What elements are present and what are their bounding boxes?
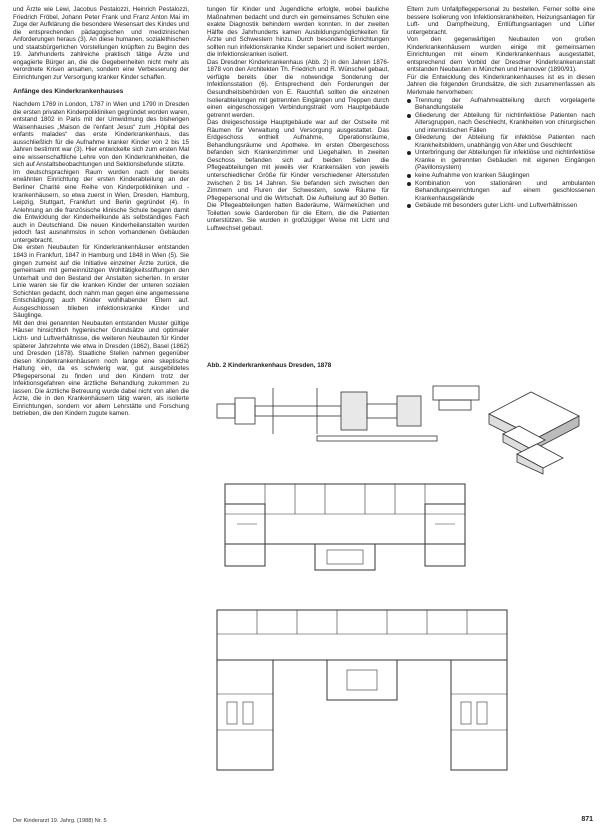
list-item: Gebäude mit besonders guter Licht- und Luftverhältnissen — [407, 202, 595, 210]
paragraph: Mit den drei genannten Neubauten entstanden Muster gültige Häuser hinsichtlich hygienischer Grundsätze und optimaler Licht- und Luftverhältnisse, die weiteren Neubauten für Kinder späterer Jahrzehnte wie etwa in Dresden (1862), Basel (1862) und Dresden (1878). Staatliche Stellen nahmen gegenüber diesen Kinderkrankenhäusern noch lange eine skeptische Haltung ein, da es schwierig war, gut ausgebildetes Pflegepersonal zu finden und den Kindern trotz der Infektionsgefahren eine ärztliche Behandlung zukommen zu lassen. Die ärztliche Betreuung wurde dabei nicht von allen die Ärzte, die in den Krankenhäusern tätig waren, als isolierte Einrichtungen, sondern vor allem Lehrstätte und Forschung betrieben, die den Kindern zugute kamen. — [13, 319, 189, 418]
paragraph: Die ersten Neubauten für Kinderkrankenhäuser entstanden 1843 in Frankfurt, 1847 in Hamburg und 1848 in Wien (5). Sie gingen zumeist auf die Initiative einzelner Ärzte zurück, die gemeinsam mit gemeinnützigen Wohltätigkeitsstiftungen den Unterhalt und den Bestand der Anstalten sicherten. In erster Linie waren sie für die kranken Kinder der unteren sozialen Schichten gedacht, doch nahm man gegen eine angemessene Entschädigung auch Kinder wohlhabender Eltern auf. Ausgeschlossen blieben infektionskranke Kinder und Säuglinge. — [13, 244, 189, 320]
ground-floor-plan-drawing — [217, 610, 507, 770]
list-item: Unterbringung der Abteilungen für infektiöse und nichtinfektiöse Kranke in getrennten Gebäuden mit eigenen Eingängen (Pavillonsystem) — [407, 149, 595, 172]
list-item: Gliederung der Abteilung für infektiöse Patienten nach Krankheitsbildern, unabhängig von Alter und Geschlecht — [407, 134, 595, 149]
page-number: 871 — [581, 816, 593, 823]
list-item: keine Aufnahme von kranken Säuglingen — [407, 172, 595, 180]
text-column-3 — [407, 6, 595, 210]
bullet-list — [407, 97, 595, 210]
figure-caption: Abb. 2 Kinderkrankenhaus Dresden, 1878 — [207, 362, 332, 369]
paragraph: Eltern zum Unfallpflegepersonal zu bestellen. Ferner sollte eine bessere Isolierung von Infektionskrankheiten, Heizungsanlagen für Luft- und Dampfheizung, Entlüftungsanlagen und Lüfter untergebracht. — [407, 6, 595, 36]
text-column-1 — [13, 6, 189, 418]
paragraph: Von den gegenwärtigen Neubauten von großen Kinderkrankenhäusern wurden einige mit gemeinsamen Einrichtungen mit einem Kinderkrankenhaus ausgestattet, entsprechend dem Vorbild der Dresdner Kinderkrankenanstalt entstanden Neubauten in München und Hannover (1890/91). — [407, 36, 595, 74]
list-item: Trennung der Aufnahmeabteilung durch vorgelagerte Behandlungsteile — [407, 97, 595, 112]
floor-plan-figure — [207, 374, 591, 812]
paragraph: Für die Entwicklung des Kinderkrankenhauses ist es in diesen Jahren die folgenden Grundsätze, die sich zusammenfassen als Merkmale hervorheben: — [407, 73, 595, 97]
paragraph: Nachdem 1769 in London, 1787 in Wien und 1790 in Dresden die ersten privaten Kinderpolikliniken gegründet worden waren, entstand 1802 in Paris mit der Umwidmung des bisherigen Waisenhauses „Maison de l'enfant Jesus“ zum „Hôpital des enfants malades“ das erste Kinderkrankenhaus, das ausschließlich für die Aufnahme kranker Kinder von 2 bis 15 Jahren bestimmt war (3). Hier entwickelte sich zum ersten Mal eine wissenschaftliche Lehre von den Kinderkrankheiten, die sich auf Anstaltsbeobachtungen und Sektionsbefunde stützte. — [13, 101, 189, 169]
section-heading: Anfänge des Kinderkrankenhauses — [13, 88, 124, 96]
paragraph: tungen für Kinder und Jugendliche erfolgte, wobei bauliche Maßnahmen bedacht und durch ein gemeinsames Schulen eine exakte Diagnostik behindern werden konnten. In der zweiten Hälfte des Jahrhunderts kamen Ausbildungsmöglichkeiten für Ärzte und Schwestern hinzu. Durch besondere Einrichtungen sollten nun infektionskranke Kinder separiert und isoliert werden, die Infektionskranken isoliert. — [207, 6, 389, 59]
text-column-2 — [207, 6, 389, 232]
upper-floor-plan-drawing — [225, 484, 465, 570]
journal-footer: Der Kinderarzt 19. Jahrg. (1988) Nr. 5 — [13, 818, 107, 824]
isometric-view-drawing — [489, 392, 579, 474]
site-plan-drawing — [217, 386, 479, 441]
paragraph: Das dreigeschossige Hauptgebäude war auf der Ostseite mit Räumen für Verwaltung und Versorgung ausgestattet. Das Erdgeschoss enthielt Aufnahme, Operationsräume, Behandlungsräume und Apotheke. Im ersten Obergeschoss befanden sich Krankenzimmer und Liegehallen. In zweiten Geschoss befanden sich auf beiden Seiten die Pflegeabteilungen mit jeweils vier Krankensälen von jeweils unterschiedlicher Größe für Kinder verschiedener Altersstufen zwischen 2 bis 14 Jahren. Sie befanden sich zwischen den Zimmern und Fluren der Schwestern, sowie Räume für Pflegepersonal und die Wirtschaft. Die Aufteilung auf 30 Betten. Die Pflegeabteilungen hatten Baderäume, Wärmeküchen und Toiletten sowie Garderoben für die Eltern, die die Patienten unterstützen. Sie wurden in großzügiger Weise mit Licht und Luftwechsel gebaut. — [207, 119, 389, 232]
list-item: Kombination von stationären und ambulanten Behandlungseinrichtungen auf einem geschlossenen Krankenhausgelände — [407, 180, 595, 203]
paragraph: Im deutschsprachigen Raum wurden nach der bereits erwähnten Einrichtung der ersten Kinderabteilung an der Berliner Charité eine Reihe von Kinderpolikliniken und -krankenhäusern, so etwa zuerst in Wien, Dresden, Hamburg, Leipzig, Stuttgart, Frankfurt und Berlin gegründet (4). In Anlehnung an die französische klinische Schule begann damit die Entwicklung der Kinderheilkunde als selbständiges Fach auch in Deutschland. Die neuen Kinderheilanstalten wurden jedoch fast ausnahmslos in schon vorhandenen Gebäuden untergebracht. — [13, 168, 189, 244]
paragraph: Das Dresdner Kinderkrankenhaus (Abb. 2) in den Jahren 1876-1878 von den Architekten Th. Friedrich und R. Wünschel gebaut, verfügte bereits über die notwendige Sonderung der Infektionsstation (6). Entsprechend den Forderungen der Gesundheitsbehörden von E. Rauchfuß sollten die einzelnen Isolierabteilungen mit getrennten Eingängen und Treppen durch einen eingeschossigen Verbindungstrakt vom Hauptgebäude getrennt werden. — [207, 58, 389, 119]
paragraph: und Ärzte wie Lewi, Jacobus Pestalozzi, Heinrich Pestalozzi, Friedrich Fröbel, Johann Peter Frank und Franz Anton Mai im Zuge der Aufklärung die besondere Wesensart des Kindes und die entsprechenden pädagogischen und medizinischen Anforderungen heraus (3). An diese humanen, sozialethischen und staatsbürgerlichen Vorstellungen knüpften zu Beginn des 19. Jahrhunderts zahlreiche praktisch tätige Ärzte und engagierte Bürger an, die die Gegebenheiten nicht mehr als verordnete Krisen ansahen, sondern eine Verbesserung der Einrichtungen zur Versorgung kranker Kinder schaffen. — [13, 6, 189, 81]
list-item: Gliederung der Abteilung für nichtinfektiöse Patienten nach Altersgruppen, nach Geschlecht, Krankheiten von chirurgischen und internistischen Fällen — [407, 112, 595, 135]
